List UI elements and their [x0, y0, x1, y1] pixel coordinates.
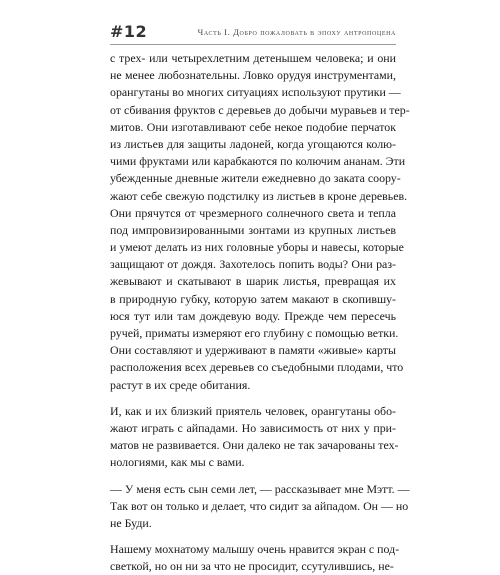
paragraph-gap: [110, 472, 396, 481]
text-line: нологиями, как мы с вами.: [110, 455, 245, 470]
text-line: расположения всех деревьев со съедобными плодами, что: [110, 360, 404, 375]
text-line: Они прячутся от чрезмерного солнечного света и тепла: [110, 205, 396, 220]
body-text: [110, 50, 410, 575]
text-line: не менее любознательны. Ловко орудуя инструментами,: [110, 68, 396, 83]
text-line: не Буди.: [110, 515, 152, 530]
page-header: [110, 22, 396, 45]
paragraph-gap: [110, 394, 396, 403]
text-line: и умеют делать из них головные уборы и навесы, которые: [110, 240, 404, 255]
text-line: Нашему мохнатому малышу очень нравится экран с под-: [110, 542, 400, 557]
text-line: жевывают и скатывают в шарик листья, превращая их: [110, 274, 396, 289]
text-line: от сбивания фруктов с деревьев до добычи муравьев и тер-: [110, 102, 410, 117]
text-line: митов. Они изготавливают себе некое подобие перчаток: [110, 119, 396, 134]
text-line: из листьев для защиты ладоней, когда угощаются колю-: [110, 136, 396, 151]
text-line: растут в их среде обитания.: [110, 377, 251, 392]
text-line: чими фруктами или карабкаются по колючим ананам. Эти: [110, 154, 406, 169]
text-line: — У меня есть сын семи лет, — рассказывает мне Мэтт. —: [110, 481, 410, 496]
paragraph: [110, 50, 410, 394]
text-line: убежденные дневные жители ежедневно до заката соору-: [110, 171, 401, 186]
text-line: жают играть с айпадами. Но зависимость от них у при-: [110, 420, 396, 435]
text-line: юся тут или там дождевую воду. Прежде чем пересечь: [110, 308, 396, 323]
text-line: с трех- или четырехлетним детенышем человека; и они: [110, 51, 396, 65]
page-number: #12: [110, 22, 148, 41]
text-line: защищают от дождя. Захотелось попить воды? Они раз-: [110, 257, 396, 272]
text-line: жают себе свежую подстилку из листьев в кроне деревьев.: [110, 188, 408, 203]
paragraph: [110, 403, 399, 472]
text-line: И, как и их близкий приятель человек, орангутаны обо-: [110, 403, 396, 418]
text-line: орангутаны во многих ситуациях используют прутики —: [110, 85, 401, 100]
text-line: ручей, приматы измеряют его глубину с помощью ветки.: [110, 326, 399, 340]
paragraph: [110, 481, 410, 533]
text-line: светкой, но он ни за что не просидит, ссутулившись, не-: [110, 559, 394, 574]
text-line: матов не развивается. Они далеко не так зачарованы тех-: [110, 438, 399, 453]
text-line: Они составляют и удерживают в памяти «живые» карты: [110, 343, 396, 358]
text-line: Так вот он только и делает, что сидит за айпадом. Он — но: [110, 498, 409, 513]
running-title: Часть I. Добро пожаловать в эпоху антропоцена: [197, 27, 396, 37]
text-line: под импровизированными зонтами из крупных листьев: [110, 222, 396, 237]
paragraph: [110, 541, 400, 575]
paragraph-gap: [110, 532, 396, 541]
text-line: в природную губку, которую затем макают в скопившу-: [110, 291, 396, 306]
